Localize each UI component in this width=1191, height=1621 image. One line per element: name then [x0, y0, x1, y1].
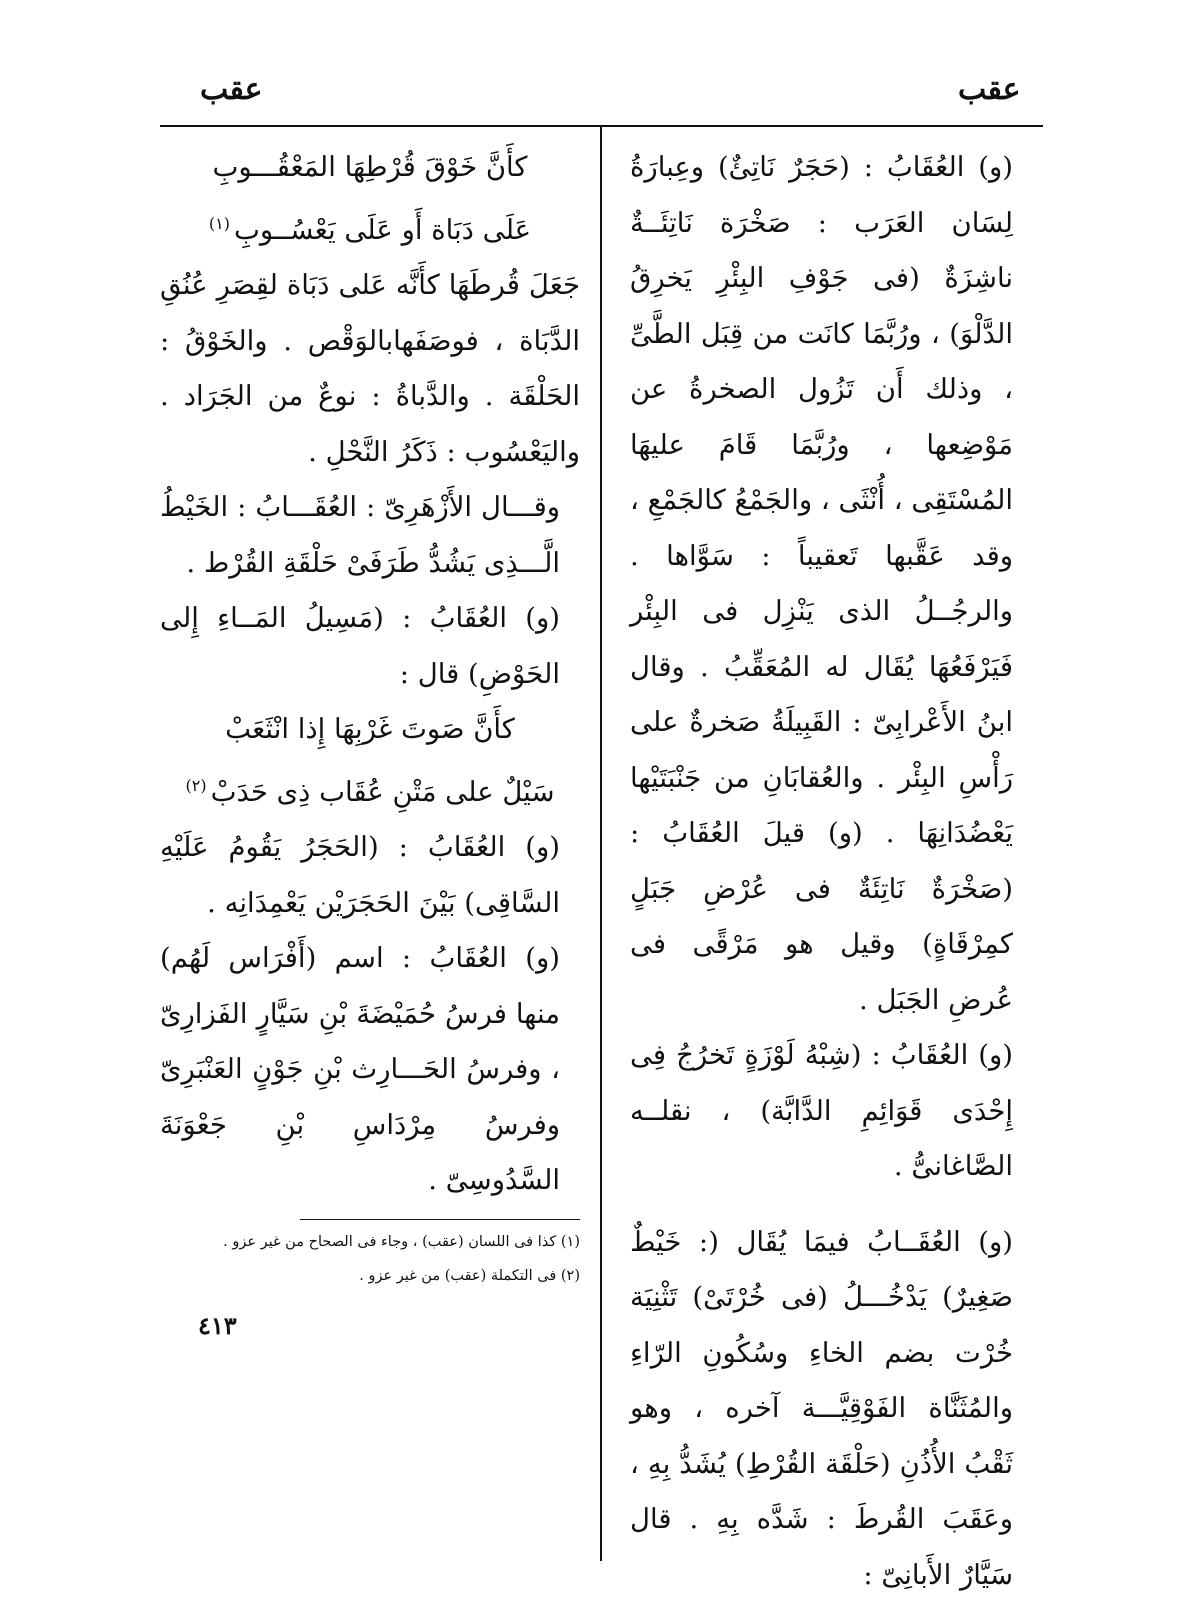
paragraph: (و) العُقَــابُ فيمَا يُقَال (: خَيْطٌ صَغِيرٌ) يَدْخُـــلُ (فى خُرْتَىْ) تَثْنِيَة خُرْت بضم الخاءِ وسُكُونِ الرّاءِ والمُثَنَّاة الفَوْقِيَّـــة آخره ، وهو ثَقْبُ الأُذُنِ (حَلْقَة القُرْطِ) يُشَدُّ بِهِ ، وعَقَبَ القُرطَ : شَدَّه بِهِ . قال سَيَّارٌ الأَبانِىّ : — [630, 1225, 1013, 1591]
verse-line: كأَنَّ خَوْقَ قُرْطِهَا المَعْقُـــوبِ — [212, 151, 528, 183]
verse-line — [160, 196, 580, 259]
column-divider — [600, 126, 602, 1561]
footnote: (٢) فى التكملة (عقب) من غير عزو . — [359, 1268, 580, 1284]
paragraph: وقـــال الأَزْهَرِىّ : العُقَـــابُ : الخَيْطُ الَّـــذِى يَشُدُّ طَرَفَىْ حَلْقَةِ القُرْط . — [160, 491, 560, 579]
paragraph-gap — [630, 1195, 1033, 1215]
footnote: (١) كذا فى اللسان (عقب) ، وجاء فى الصحاح من غير عزو . — [223, 1234, 580, 1250]
footnote-rule — [300, 1219, 580, 1220]
paragraph: (و) العُقَابُ : (شِبْهُ لَوْزَةٍ تَخرُجُ فِى إِحْدَى قَوَائِمِ الدَّابَّة) ، نقلــه الصَّاغانىُّ . — [630, 1039, 1013, 1182]
paragraph: (و) العُقَابُ : (الحَجَرُ يَقُومُ عَلَيْهِ السَّاقِى) بَيْنَ الحَجَرَيْن يَعْمِدَانِه . — [160, 831, 560, 919]
footnote-mark: (٢) — [185, 775, 207, 795]
verse-text: عَلَى دَبَاة أَو عَلَى يَعْسُــوبِ — [233, 213, 532, 246]
footnote-mark: (١) — [208, 213, 230, 233]
page-number: ٤١٣ — [198, 1311, 237, 1340]
paragraph: جَعَلَ قُرطَهَا كأَنَّه عَلى دَبَاة لقِصَرِ عُنُقِ الدَّبَاة ، فوصَفَهابالوَقْص . والخَوْقُ : الحَلْقَة . والدَّباةُ : نوعٌ من الجَرَاد . واليَعْسُوب : ذَكَرُ النَّحْلِ . — [160, 269, 580, 468]
verse-line: كأَنَّ صَوتَ غَرْبِهَا إِذا انْثَعَبْ — [225, 713, 515, 746]
left-column — [160, 140, 580, 1209]
paragraph: (و) العُقَابُ : (حَجَرٌ نَاتِئٌ) وعِبارَةُ لِسَان العَرَب : صَخْرَة نَاتِئَــةٌ ناشِزَةٌ (فى جَوْفِ البِئْرِ يَخرِقُ الدَّلْوَ) ، ورُبَّمَا كانَت من قِبَل الطَّىِّ ، وذلك أَن تَزُول الصخرةُ عن مَوْضِعها ، ورُبَّمَا قَامَ عليهَا المُسْتَقِى ، أُنْثَى ، والجَمْعُ كالجَمْعِ ، وقد عَقَّبها تَعقيباً : سَوَّاها . والرجُــلُ الذى يَنْزِل فى البِئْر فَيَرْفَعُهَا يُقَال له المُعَقِّبُ . وقال ابنُ الأَعْرابِىّ : القَبِيلَةُ صَخرةٌ على رَأْسِ البِئْر . والعُقابَانِ من جَنْبَتَيْها يَعْضُدَانِهَا . (و) قيلَ العُقَابُ : (صَخْرَةٌ نَاتِئَةٌ فى عُرْضِ جَبَلٍ كمِرْقَاةٍ) وقيل هو مَرْقًى فى عُرضِ الجَبَل . — [630, 151, 1013, 1016]
verse-line — [160, 758, 580, 821]
running-header-right: عقب — [958, 72, 1021, 107]
paragraph: (و) العُقَابُ : اسم (أَفْرَاس لَهُم) منها فرسُ حُمَيْضَةَ بْنِ سَيَّارٍ الفَزارِىّ ، وفرسُ الحَـــارِث بْنِ جَوْنٍ العَنْبَرِىّ وفرسُ مِرْدَاسِ بْنِ جَعْوَنَةَ السَّدُوسِىّ . — [160, 942, 560, 1197]
verse-text: سَيْلٌ على مَتْنِ عُقَاب ذِى حَدَبْ — [210, 775, 555, 808]
paragraph: (و) العُقَابُ : (مَسِيلُ المَــاءِ إِلى الحَوْضِ) قال : — [160, 602, 560, 690]
footnotes — [160, 1225, 580, 1293]
right-column — [630, 140, 1033, 1603]
running-header-left: عقب — [200, 72, 263, 107]
